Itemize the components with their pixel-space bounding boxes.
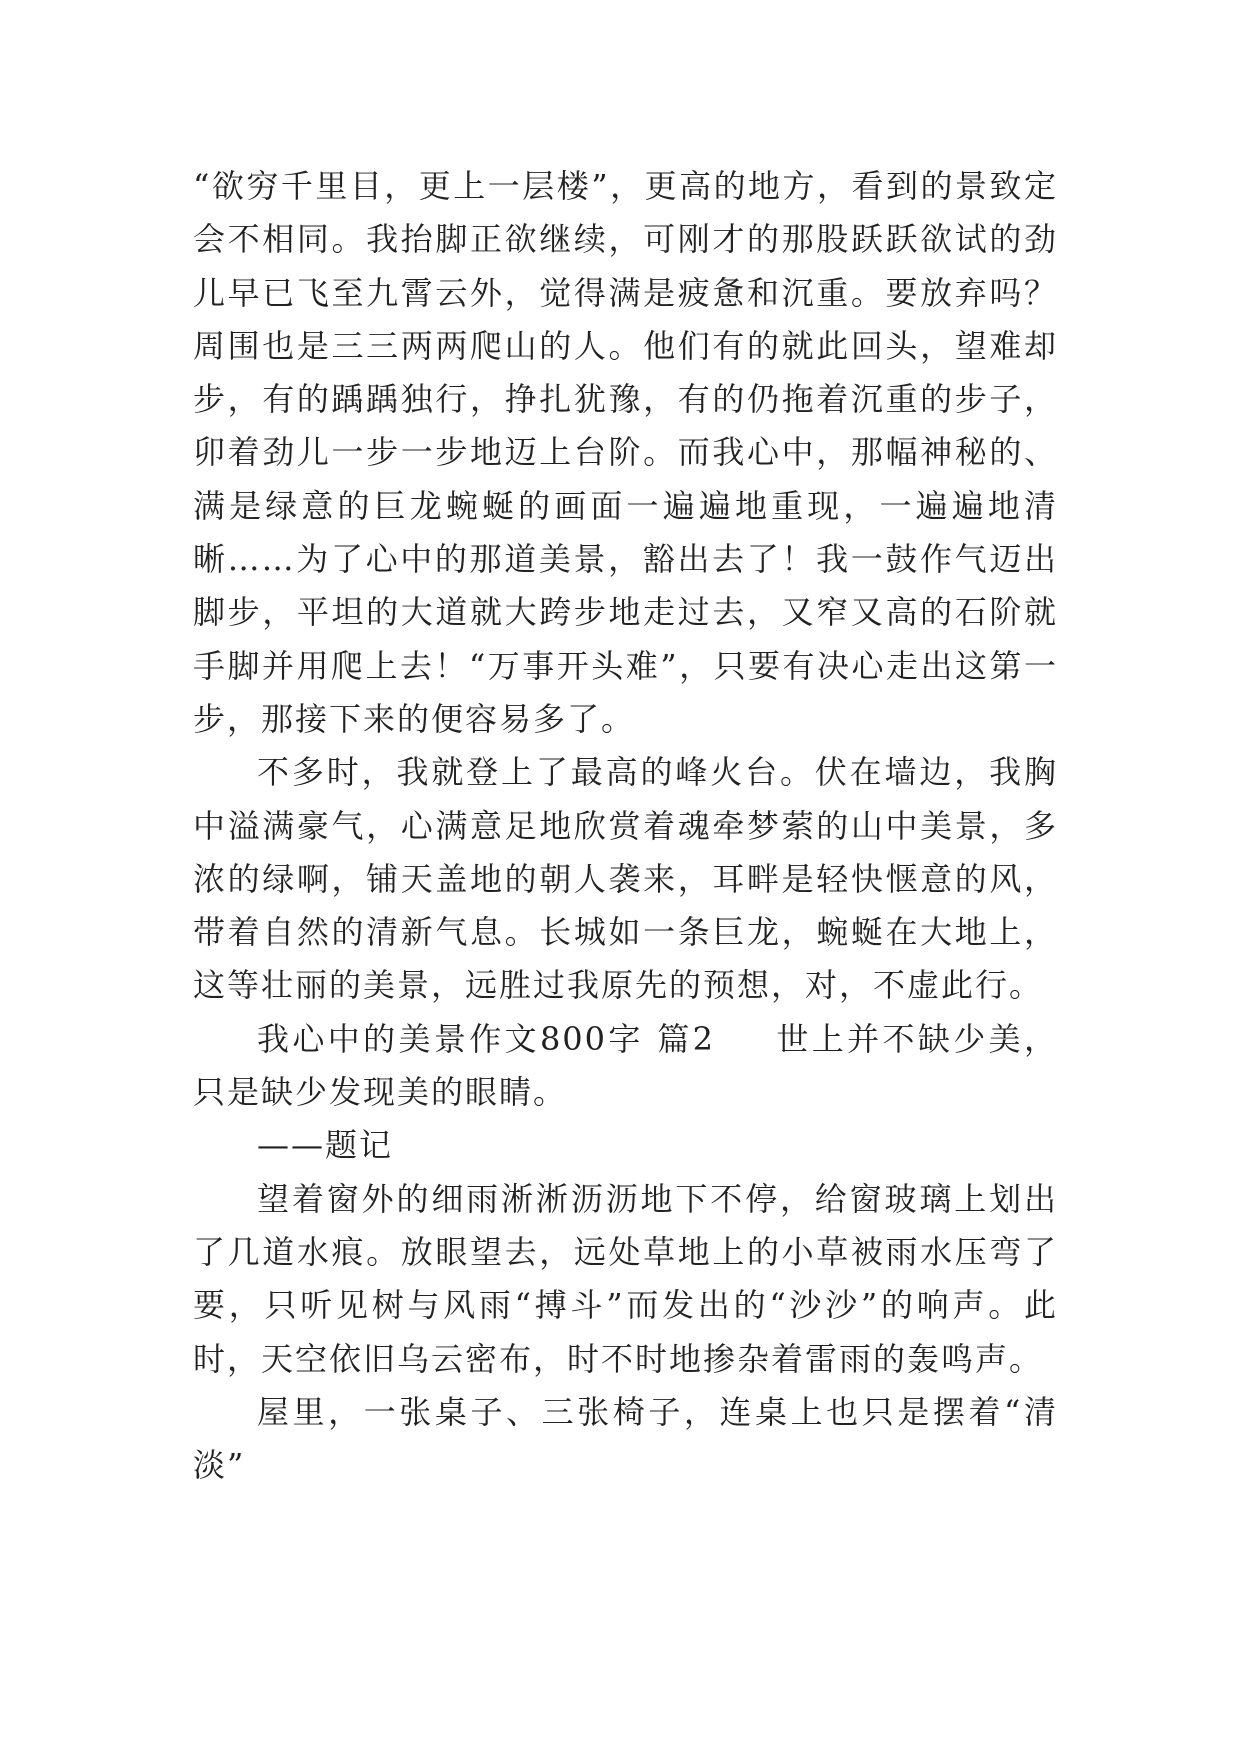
section-label: 篇2 — [657, 1019, 716, 1058]
paragraph-1: “欲穷千里目，更上一层楼”，更高的地方，看到的景致定会不相同。我抬脚正欲继续，可刚才的那股跃跃欲试的劲儿早已飞至九霄云外，觉得满是疲惫和沉重。要放弃吗？周围也是三三两两爬山的人。他们有的就此回头，望难却步，有的踽踽独行，挣扎犹豫，有的仍拖着沉重的步子，卯着劲儿一步一步地迈上台阶。而我心中，那幅神秘的、满是绿意的巨龙蜿蜒的画面一遍遍地重现，一遍遍地清晰……为了心中的那道美景，豁出去了！我一鼓作气迈出脚步，平坦的大道就大跨步地走过去，又窄又高的石阶就手脚并用爬上去！“万事开头难”，只要有决心走出这第一步，那接下来的便容易多了。 — [193, 167, 1058, 738]
paragraph-2: 不多时，我就登上了最高的峰火台。伏在墙边，我胸中溢满豪气，心满意足地欣赏着魂牵梦萦的山中美景，多浓的绿啊，铺天盖地的朝人袭来，耳畔是轻快惬意的风，带着自然的清新气息。长城如一条巨龙，蜿蜒在大地上，这等壮丽的美景，远胜过我原先的预想，对，不虚此行。 — [193, 753, 1058, 1005]
document-body — [193, 160, 1058, 1492]
paragraph-3: 望着窗外的细雨淅淅沥沥地下不停，给窗玻璃上划出了几道水痕。放眼望去，远处草地上的小草被雨水压弯了要，只听见树与风雨“搏斗”而发出的“沙沙”的响声。此时，天空依旧乌云密布，时不时地掺杂着雷雨的轰鸣声。 — [193, 1179, 1058, 1378]
article-heading-line — [193, 1013, 1058, 1120]
opening-quote: 世上并不缺少美，只是缺少发现美的眼睛。 — [193, 1019, 1058, 1112]
paragraph-4: 屋里，一张桌子、三张椅子，连桌上也只是摆着“清淡” — [193, 1392, 1058, 1485]
epigraph: ——题记 — [257, 1126, 394, 1165]
article-title: 我心中的美景作文800字 — [257, 1019, 644, 1058]
